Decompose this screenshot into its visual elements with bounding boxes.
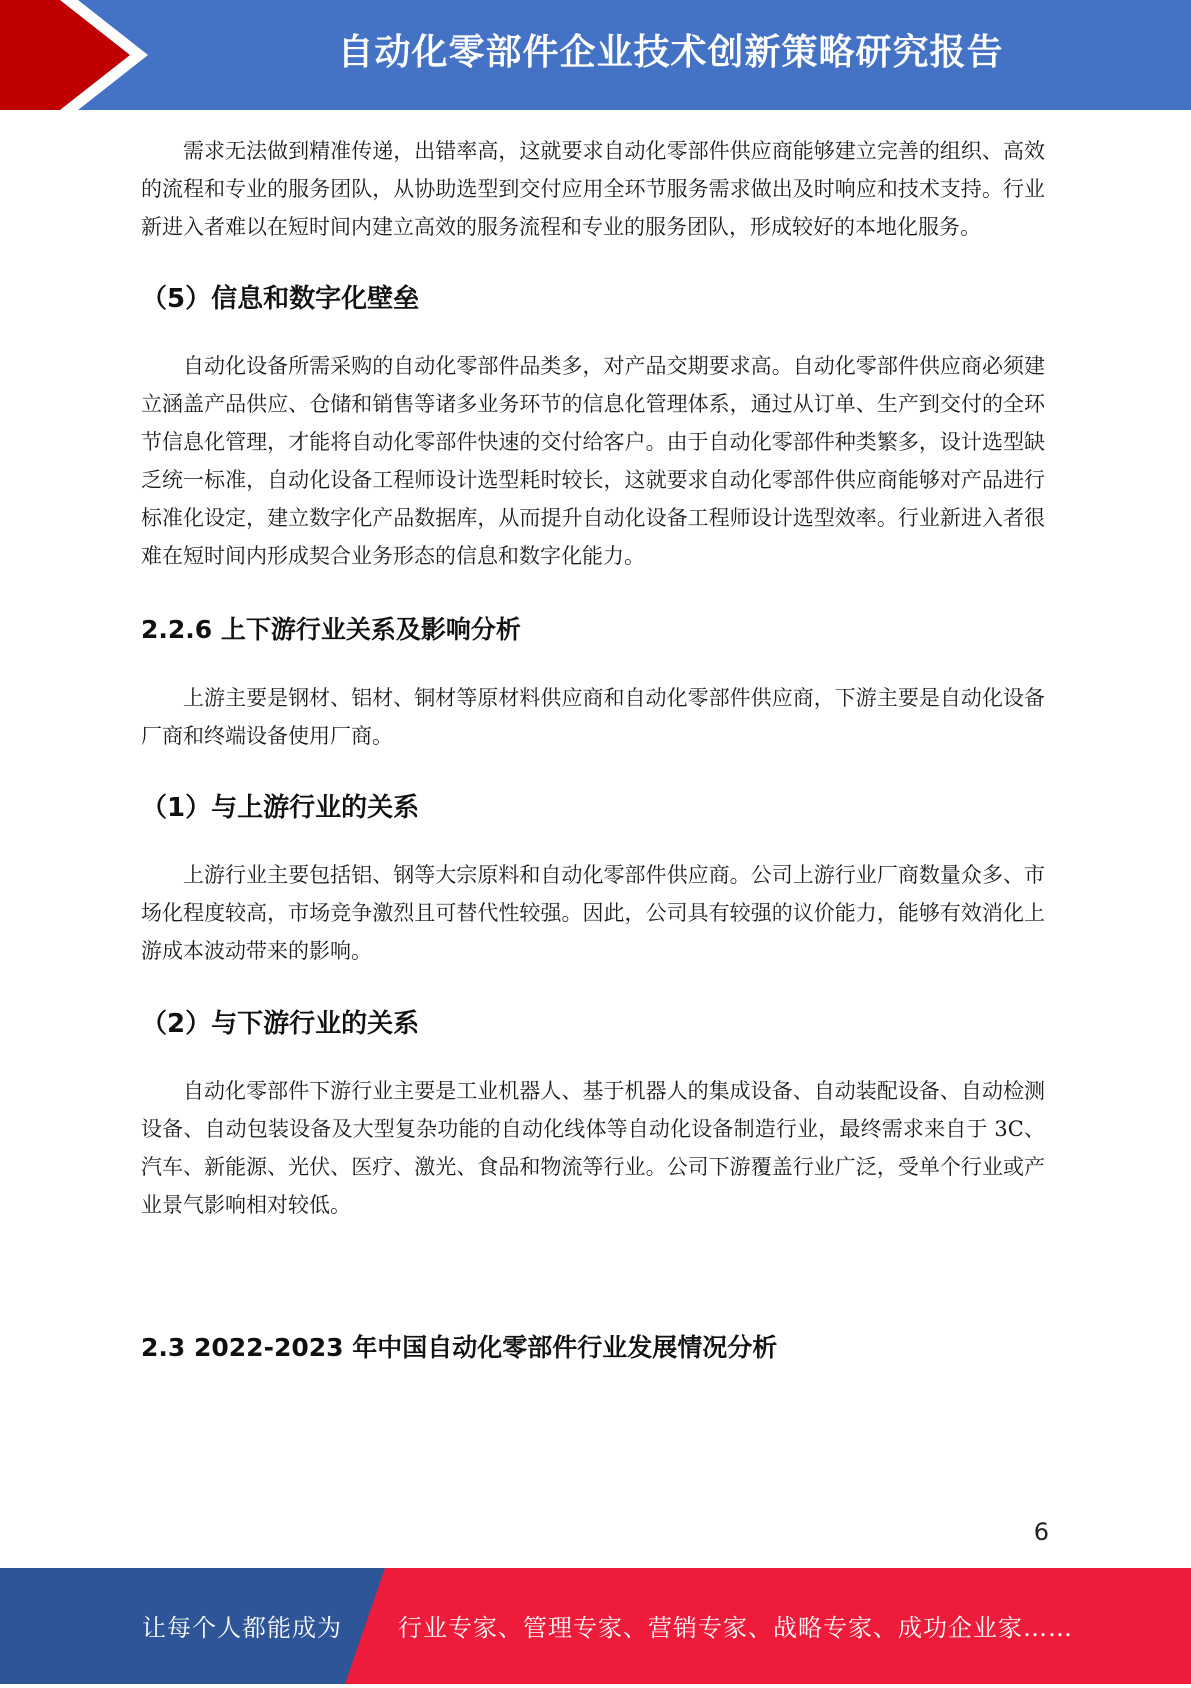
heading-upstream-relation: （1）与上游行业的关系 — [141, 793, 420, 823]
footer-slogan-left: 让每个人都能成为 — [142, 1614, 342, 1642]
heading-section-2-2-6: 2.2.6 上下游行业关系及影响分析 — [141, 615, 521, 644]
heading-section-2-3: 2.3 2022-2023 年中国自动化零部件行业发展情况分析 — [141, 1333, 778, 1362]
heading-info-digital-barrier: （5）信息和数字化壁垒 — [141, 284, 420, 314]
heading-downstream-relation: （2）与下游行业的关系 — [141, 1009, 420, 1039]
footer-slogan-right: 行业专家、管理专家、营销专家、战略专家、成功企业家…… — [398, 1614, 1073, 1642]
paragraph-up-downstream: 上游主要是钢材、铝材、铜材等原材料供应商和自动化零部件供应商，下游主要是自动化设备厂商和终端设备使用厂商。 — [141, 686, 1045, 748]
page-header — [0, 0, 1191, 110]
paragraph-upstream-relation: 上游行业主要包括铝、钢等大宗原料和自动化零部件供应商。公司上游行业厂商数量众多、市场化程度较高，市场竞争激烈且可替代性较强。因此，公司具有较强的议价能力，能够有效消化上游成本波动带来的影响。 — [141, 863, 1045, 963]
report-title: 自动化零部件企业技术创新策略研究报告 — [337, 32, 1004, 73]
page-number: 6 — [1033, 1518, 1049, 1546]
header-chevron-decoration — [0, 0, 160, 110]
paragraph-info-digital-barrier: 自动化设备所需采购的自动化零部件品类多，对产品交期要求高。自动化零部件供应商必须建立涵盖产品供应、仓储和销售等诸多业务环节的信息化管理体系，通过从订单、生产到交付的全环节信息化管理，才能将自动化零部件快速的交付给客户。由于自动化零部件种类繁多，设计选型缺乏统一标准，自动化设备工程师设计选型耗时较长，这就要求自动化零部件供应商能够对产品进行标准化设定，建立数字化产品数据库，从而提升自动化设备工程师设计选型效率。行业新进入者很难在短时间内形成契合业务形态的信息和数字化能力。 — [141, 354, 1045, 568]
paragraph-downstream-relation: 自动化零部件下游行业主要是工业机器人、基于机器人的集成设备、自动装配设备、自动检测设备、自动包装设备及大型复杂功能的自动化线体等自动化设备制造行业，最终需求来自于 3C、汽车、新能源、光伏、医疗、激光、食品和物流等行业。公司下游覆盖行业广泛，受单个行业或产业景气影响相对较低。 — [141, 1079, 1045, 1217]
paragraph-service-barrier: 需求无法做到精准传递，出错率高，这就要求自动化零部件供应商能够建立完善的组织、高效的流程和专业的服务团队，从协助选型到交付应用全环节服务需求做出及时响应和技术支持。行业新进入者难以在短时间内建立高效的服务流程和专业的服务团队，形成较好的本地化服务。 — [141, 139, 1045, 239]
page-footer — [0, 1568, 1191, 1684]
